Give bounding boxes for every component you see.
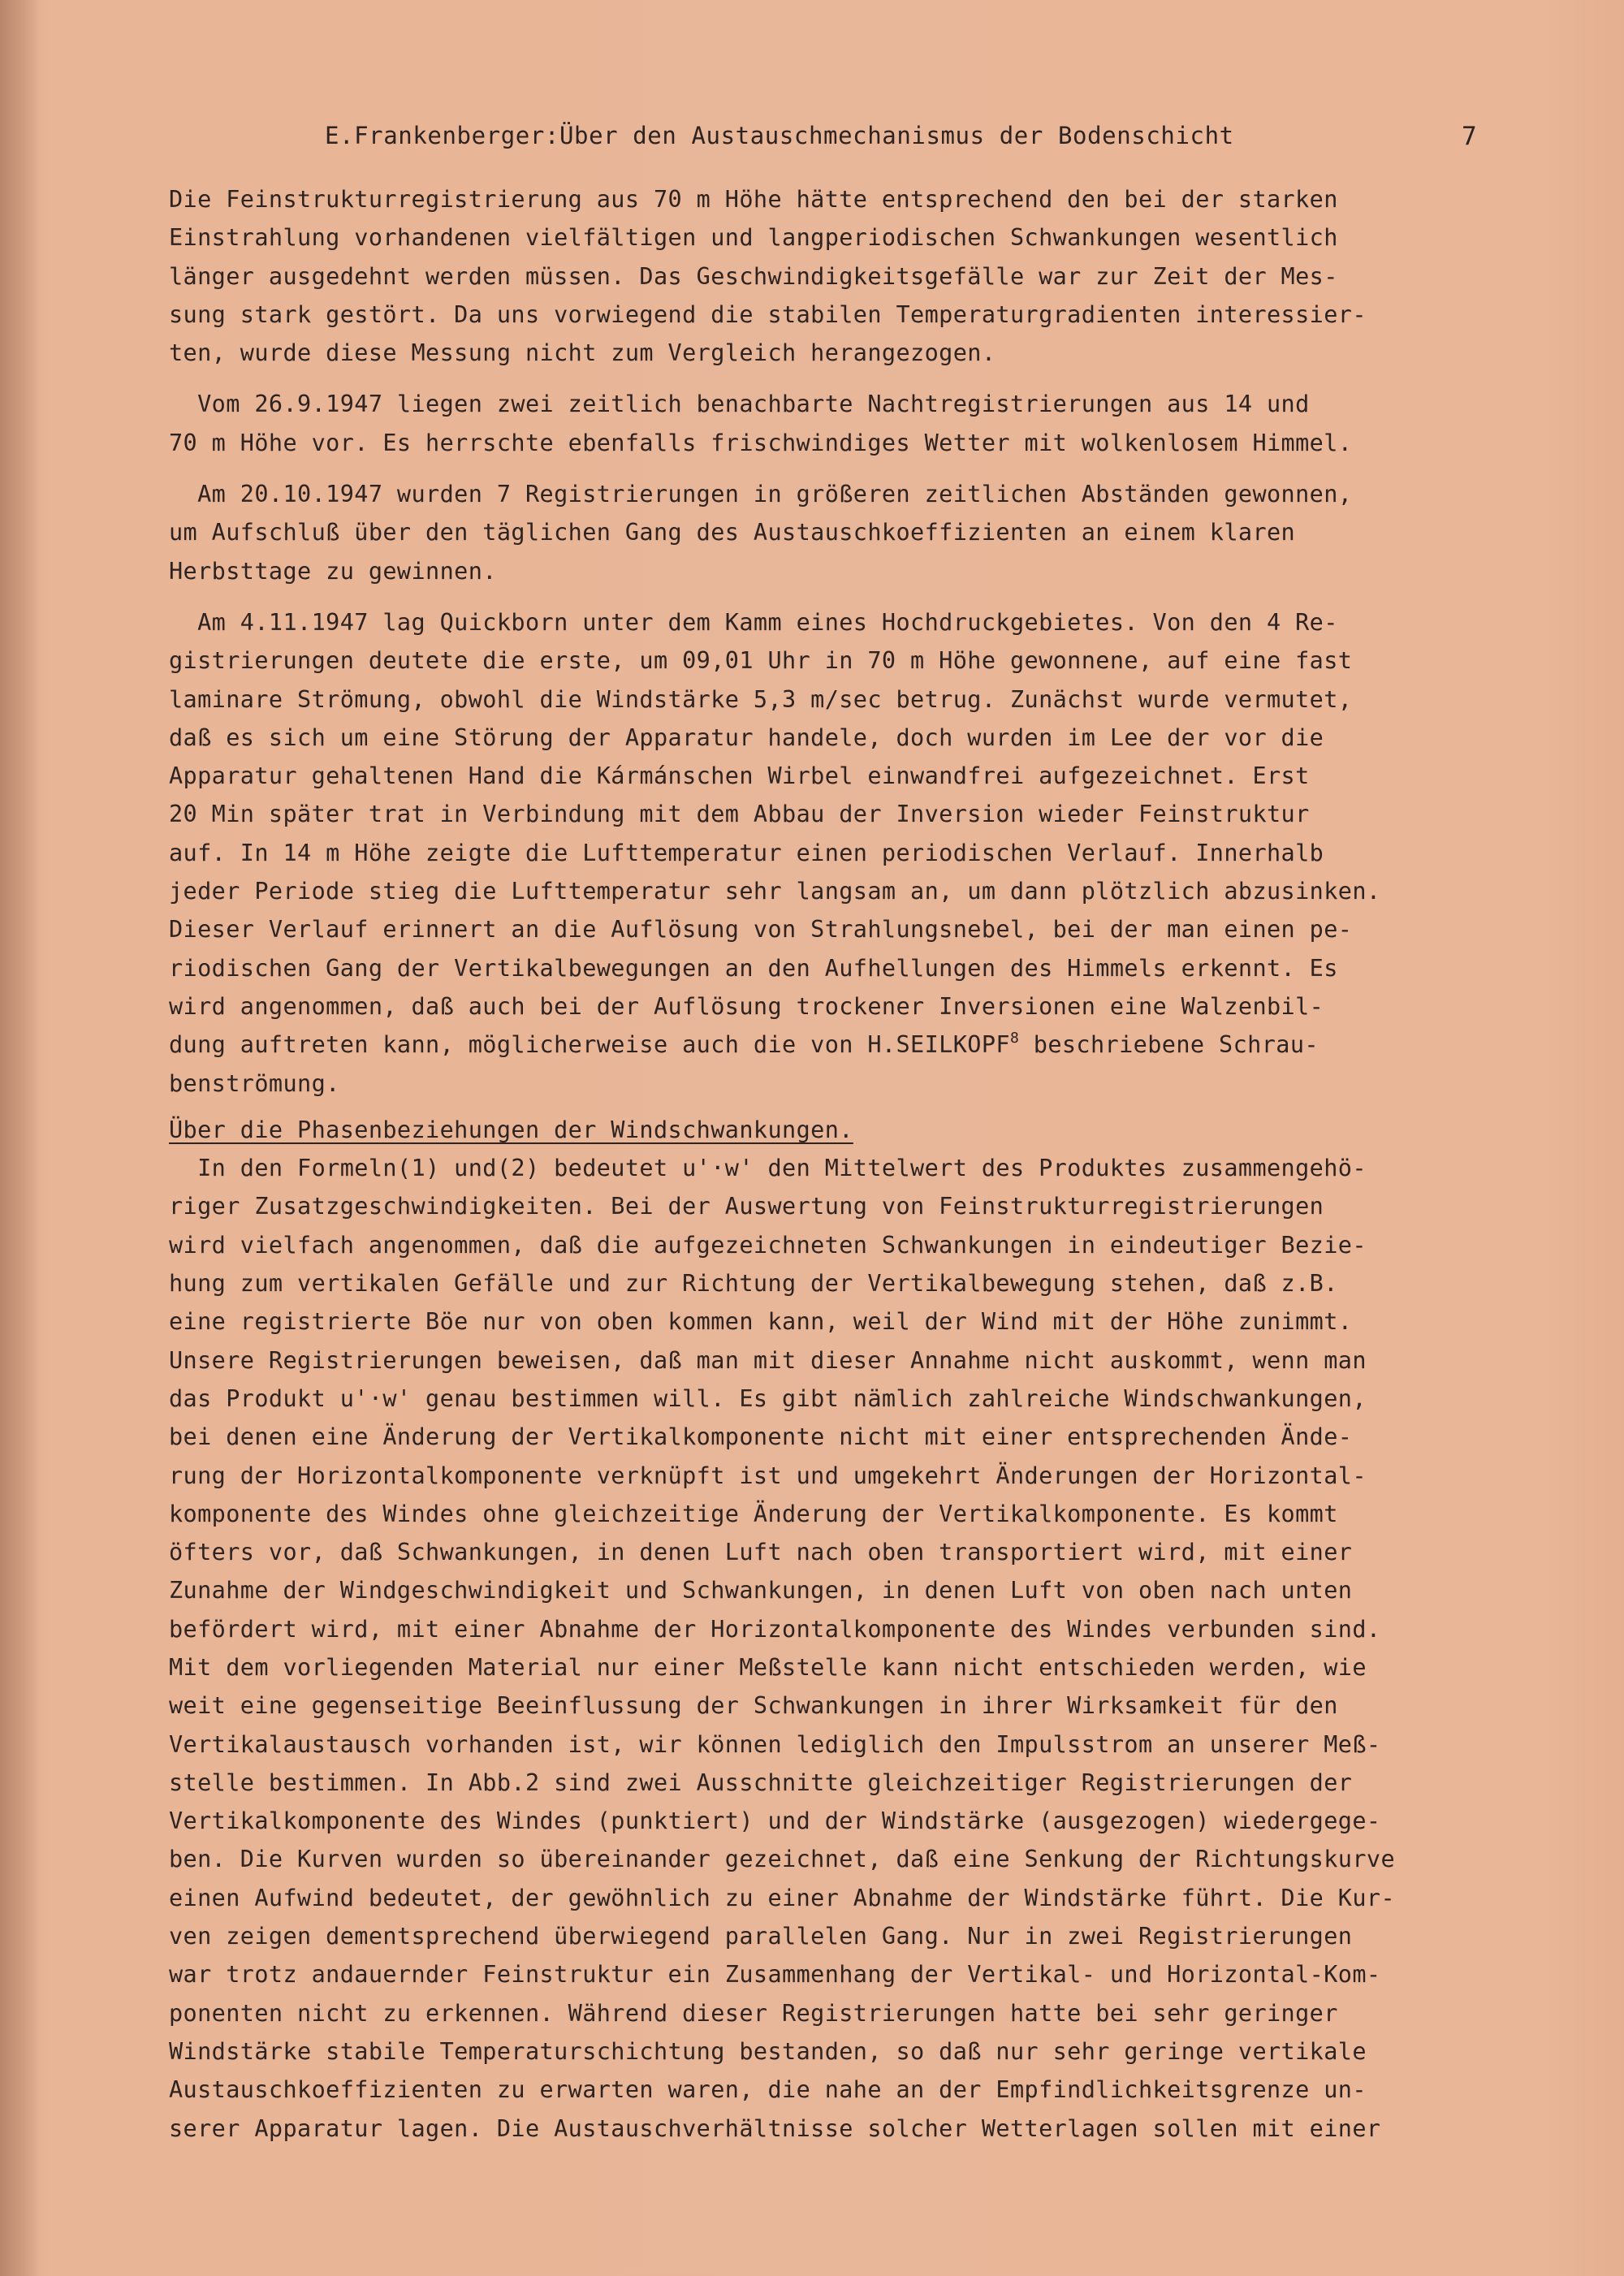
text-fragment: beschriebene Schrau- bbox=[1019, 1031, 1319, 1059]
section-heading: Über die Phasenbeziehungen der Windschwankungen. bbox=[169, 1116, 853, 1143]
text-line: wird vielfach angenommen, daß die aufgezeichneten Schwankungen in eindeutiger Bezie- bbox=[169, 1231, 1367, 1259]
text-line: ben. Die Kurven wurden so übereinander gezeichnet, daß eine Senkung der Richtungskurve bbox=[169, 1846, 1396, 1873]
running-title: E.Frankenberger:Über den Austauschmechanismus der Bodenschicht bbox=[325, 122, 1234, 149]
text-line: befördert wird, mit einer Abnahme der Horizontalkomponente des Windes verbunden sind. bbox=[169, 1615, 1381, 1643]
paragraph bbox=[169, 180, 1452, 372]
text-line: 70 m Höhe vor. Es herrschte ebenfalls frischwindiges Wetter mit wolkenlosem Himmel. bbox=[169, 429, 1353, 456]
text-line: ponenten nicht zu erkennen. Während dieser Registrierungen hatte bei sehr geringer bbox=[169, 1999, 1338, 2027]
text-line: hung zum vertikalen Gefälle und zur Richtung der Vertikalbewegung stehen, daß z.B. bbox=[169, 1270, 1338, 1298]
section bbox=[169, 1111, 1452, 2148]
footnote-reference: 8 bbox=[1009, 1030, 1020, 1047]
text-line: gistrierungen deutete die erste, um 09,01 Uhr in 70 m Höhe gewonnene, auf eine fast bbox=[169, 647, 1353, 675]
text-line: 20 Min später trat in Verbindung mit dem Abbau der Inversion wieder Feinstruktur bbox=[169, 801, 1310, 828]
text-line: wird angenommen, daß auch bei der Auflösung trockener Inversionen eine Walzenbil- bbox=[169, 992, 1324, 1020]
paragraph bbox=[169, 603, 1452, 1103]
paragraph bbox=[169, 385, 1452, 462]
text-line: ten, wurde diese Messung nicht zum Vergleich herangezogen. bbox=[169, 339, 996, 367]
text-fragment: dung auftreten kann, möglicherweise auch die von H.SEILKOPF bbox=[169, 1031, 1010, 1059]
text-line: ven zeigen dementsprechend überwiegend parallelen Gang. Nur in zwei Registrierungen bbox=[169, 1923, 1353, 1950]
text-line: Am 4.11.1947 lag Quickborn unter dem Kamm eines Hochdruckgebietes. Von den 4 Re- bbox=[169, 608, 1338, 636]
page-header bbox=[0, 122, 1624, 162]
text-line: laminare Strömung, obwohl die Windstärke 5,3 m/sec betrug. Zunächst wurde vermutet, bbox=[169, 685, 1353, 713]
text-line: länger ausgedehnt werden müssen. Das Geschwindigkeitsgefälle war zur Zeit der Mes- bbox=[169, 262, 1338, 290]
text-line: Die Feinstrukturregistrierung aus 70 m Höhe hätte entsprechend den bei der starken bbox=[169, 186, 1338, 213]
text-line: daß es sich um eine Störung der Apparatur handele, doch wurden im Lee der vor die bbox=[169, 723, 1324, 751]
text-line: Mit dem vorliegenden Material nur einer Meßstelle kann nicht entschieden werden, wie bbox=[169, 1653, 1367, 1681]
text-line: sung stark gestört. Da uns vorwiegend die stabilen Temperaturgradienten interessier- bbox=[169, 300, 1367, 328]
text-line: Apparatur gehaltenen Hand die Kármánschen Wirbel einwandfrei aufgezeichnet. Erst bbox=[169, 762, 1310, 790]
text-line: Vertikalkomponente des Windes (punktiert) und der Windstärke (ausgezogen) wiedergege- bbox=[169, 1807, 1381, 1835]
text-line: riger Zusatzgeschwindigkeiten. Bei der Auswertung von Feinstrukturregistrierungen bbox=[169, 1193, 1324, 1220]
text-line: weit eine gegenseitige Beeinflussung der Schwankungen in ihrer Wirksamkeit für den bbox=[169, 1692, 1338, 1720]
text-line bbox=[169, 1026, 1452, 1064]
text-line: stelle bestimmen. In Abb.2 sind zwei Ausschnitte gleichzeitiger Registrierungen der bbox=[169, 1769, 1353, 1796]
text-line: Vom 26.9.1947 liegen zwei zeitlich benachbarte Nachtregistrierungen aus 14 und bbox=[169, 391, 1310, 418]
text-line: Zunahme der Windgeschwindigkeit und Schwankungen, in denen Luft von oben nach unten bbox=[169, 1577, 1353, 1604]
text-line: auf. In 14 m Höhe zeigte die Lufttemperatur einen periodischen Verlauf. Innerhalb bbox=[169, 839, 1324, 866]
text-line: In den Formeln(1) und(2) bedeutet u'·w' den Mittelwert des Produktes zusammengehö- bbox=[169, 1155, 1367, 1182]
text-line: riodischen Gang der Vertikalbewegungen an den Aufhellungen des Himmels erkennt. Es bbox=[169, 954, 1338, 982]
page-number: 7 bbox=[1462, 122, 1477, 151]
text-line: eine registrierte Böe nur von oben kommen kann, weil der Wind mit der Höhe zunimmt. bbox=[169, 1308, 1353, 1336]
text-line: Windstärke stabile Temperaturschichtung bestanden, so daß nur sehr geringe vertikale bbox=[169, 2037, 1367, 2065]
text-line: Am 20.10.1947 wurden 7 Registrierungen in größeren zeitlichen Abständen gewonnen, bbox=[169, 481, 1353, 508]
text-line: Unsere Registrierungen beweisen, daß man mit dieser Annahme nicht auskommt, wenn man bbox=[169, 1346, 1367, 1374]
text-line: war trotz andauernder Feinstruktur ein Zusammenhang der Vertikal- und Horizontal-Kom- bbox=[169, 1961, 1381, 1989]
text-line: benströmung. bbox=[169, 1069, 340, 1097]
text-line: jeder Periode stieg die Lufttemperatur sehr langsam an, um dann plötzlich abzusinken. bbox=[169, 878, 1381, 905]
text-line: einen Aufwind bedeutet, der gewöhnlich zu einer Abnahme der Windstärke führt. Die Kur- bbox=[169, 1884, 1396, 1911]
text-line: serer Apparatur lagen. Die Austauschverhältnisse solcher Wetterlagen sollen mit einer bbox=[169, 2114, 1381, 2142]
body-text bbox=[169, 180, 1452, 2148]
text-line: das Produkt u'·w' genau bestimmen will. Es gibt nämlich zahlreiche Windschwankungen, bbox=[169, 1384, 1367, 1412]
text-line: rung der Horizontalkomponente verknüpft ist und umgekehrt Änderungen der Horizontal- bbox=[169, 1462, 1367, 1489]
text-line: Vertikalaustausch vorhanden ist, wir können lediglich den Impulsstrom an unserer Meß- bbox=[169, 1730, 1381, 1758]
text-line: Austauschkoeffizienten zu erwarten waren, die nahe an der Empfindlichkeitsgrenze un- bbox=[169, 2076, 1367, 2104]
text-line: Herbsttage zu gewinnen. bbox=[169, 557, 497, 585]
text-line: Einstrahlung vorhandenen vielfältigen und langperiodischen Schwankungen wesentlich bbox=[169, 224, 1338, 252]
text-line: komponente des Windes ohne gleichzeitige Änderung der Vertikalkomponente. Es kommt bbox=[169, 1500, 1338, 1527]
text-line: um Aufschluß über den täglichen Gang des Austauschkoeffizienten an einem klaren bbox=[169, 519, 1296, 546]
paragraph bbox=[169, 475, 1452, 590]
text-line: bei denen eine Änderung der Vertikalkomponente nicht mit einer entsprechenden Ände- bbox=[169, 1423, 1353, 1451]
text-line: Dieser Verlauf erinnert an die Auflösung von Strahlungsnebel, bei der man einen pe- bbox=[169, 916, 1353, 944]
text-line: öfters vor, daß Schwankungen, in denen Luft nach oben transportiert wird, mit einer bbox=[169, 1539, 1353, 1566]
page-binding-edge bbox=[0, 0, 39, 2276]
